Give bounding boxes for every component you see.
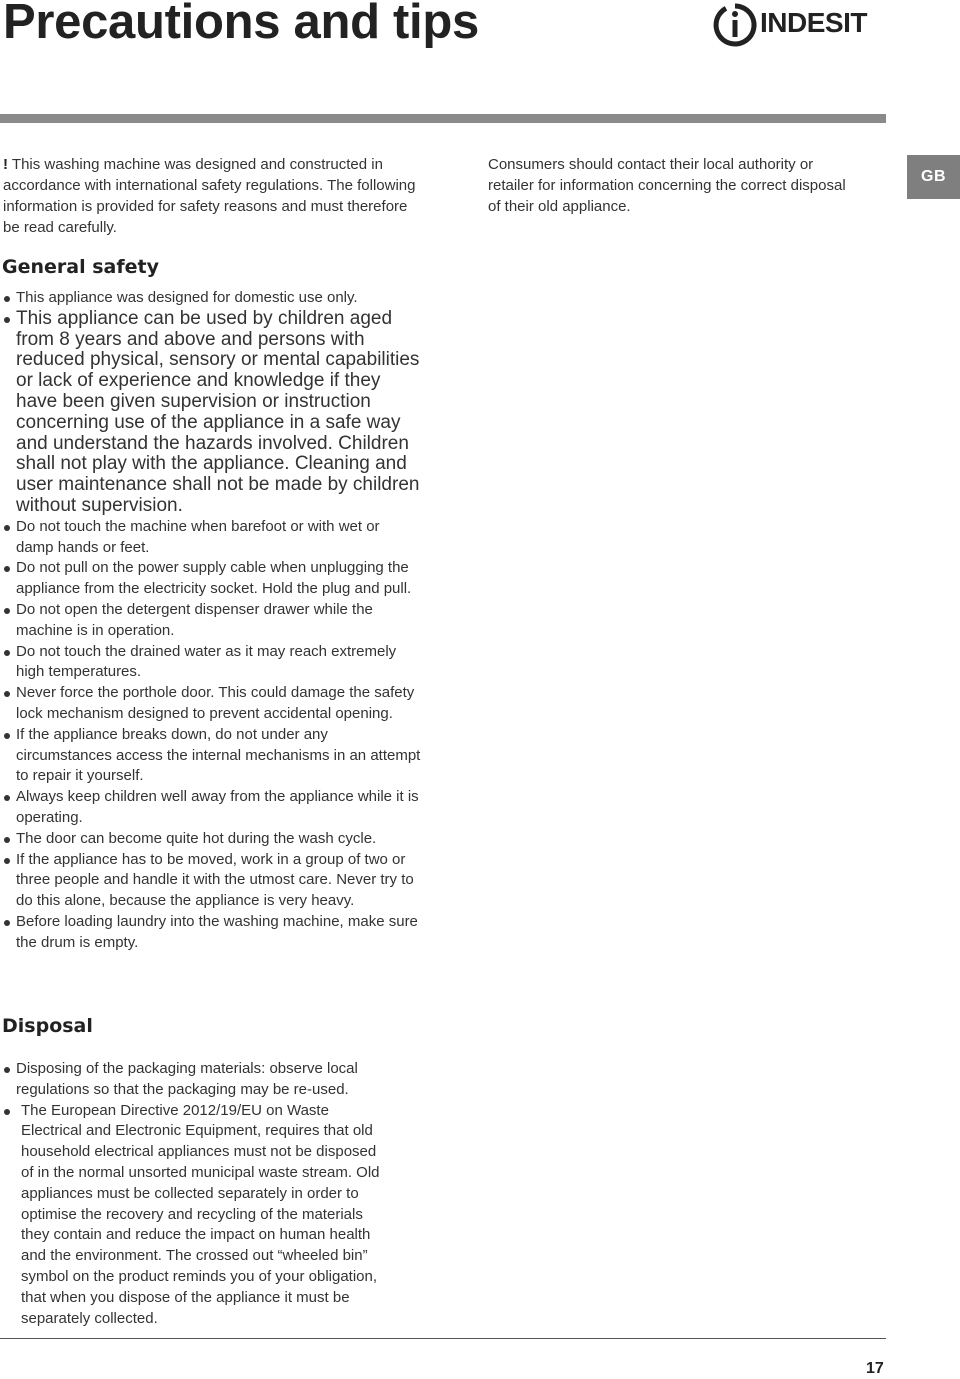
list-item: If the appliance has to be moved, work in a group of two or three people and handle it with the utmost care. Never try to do this alone, because the appliance is very heavy. [1, 850, 421, 912]
page-number: 17 [866, 1360, 884, 1377]
list-item: Before loading laundry into the washing machine, make sure the drum is empty. [1, 912, 421, 954]
footer-rule [0, 1338, 886, 1339]
list-item: Do not touch the drained water as it may reach extremely high temperatures. [1, 642, 421, 684]
disposal-heading: Disposal [2, 1015, 93, 1037]
general-safety-heading: General safety [2, 256, 159, 278]
list-item: This appliance was designed for domestic use only. [1, 288, 421, 309]
list-item: Do not pull on the power supply cable when unplugging the appliance from the electricity socket. Hold the plug and pull. [1, 558, 421, 600]
list-item: The door can become quite hot during the wash cycle. [1, 829, 421, 850]
list-item: If the appliance breaks down, do not under any circumstances access the internal mechanisms in an attempt to repair it yourself. [1, 725, 421, 787]
warning-mark: ! [3, 156, 8, 173]
intro-paragraph [3, 154, 423, 238]
indesit-logo [712, 2, 888, 48]
brand-name: INDESIT [760, 7, 867, 38]
consumers-note: Consumers should contact their local authority or retailer for information concerning the correct disposal of their old appliance. [488, 156, 846, 215]
list-item: Never force the porthole door. This could damage the safety lock mechanism designed to prevent accidental opening. [1, 683, 421, 725]
intro-text: This washing machine was designed and constructed in accordance with international safety regulations. The following information is provided for safety reasons and must therefore be read carefully. [3, 156, 416, 236]
list-item: This appliance can be used by children aged from 8 years and above and persons with reduced physical, sensory or mental capabilities or lack of experience and knowledge if they have been given supervision or instruction concerning use of the appliance in a safe way and understand the hazards involved. Children shall not play with the appliance. Cleaning and user maintenance shall not be made by children without supervision. [1, 309, 421, 517]
list-item: The European Directive 2012/19/EU on Waste Electrical and Electronic Equipment, requires that old household electrical appliances must not be disposed of in the normal unsorted municipal waste stream. Old appliances must be collected separately in order to optimise the recovery and recycling of the materials they contain and reduce the impact on human health and the environment. The crossed out “wheeled bin” symbol on the product reminds you of your obligation, that when you dispose of the appliance it must be separately collected. [1, 1101, 391, 1330]
list-item: Do not open the detergent dispenser drawer while the machine is in operation. [1, 600, 421, 642]
list-item: Disposing of the packaging materials: observe local regulations so that the packaging may be re-used. [1, 1059, 391, 1101]
general-safety-list [1, 288, 421, 954]
list-item: Do not touch the machine when barefoot or with wet or damp hands or feet. [1, 517, 421, 559]
disposal-list [1, 1059, 391, 1329]
header-rule [0, 114, 886, 123]
list-item: Always keep children well away from the appliance while it is operating. [1, 787, 421, 829]
page-title: Precautions and tips [3, 0, 479, 49]
indesit-logo-icon [712, 2, 758, 48]
language-tab: GB [907, 155, 960, 199]
